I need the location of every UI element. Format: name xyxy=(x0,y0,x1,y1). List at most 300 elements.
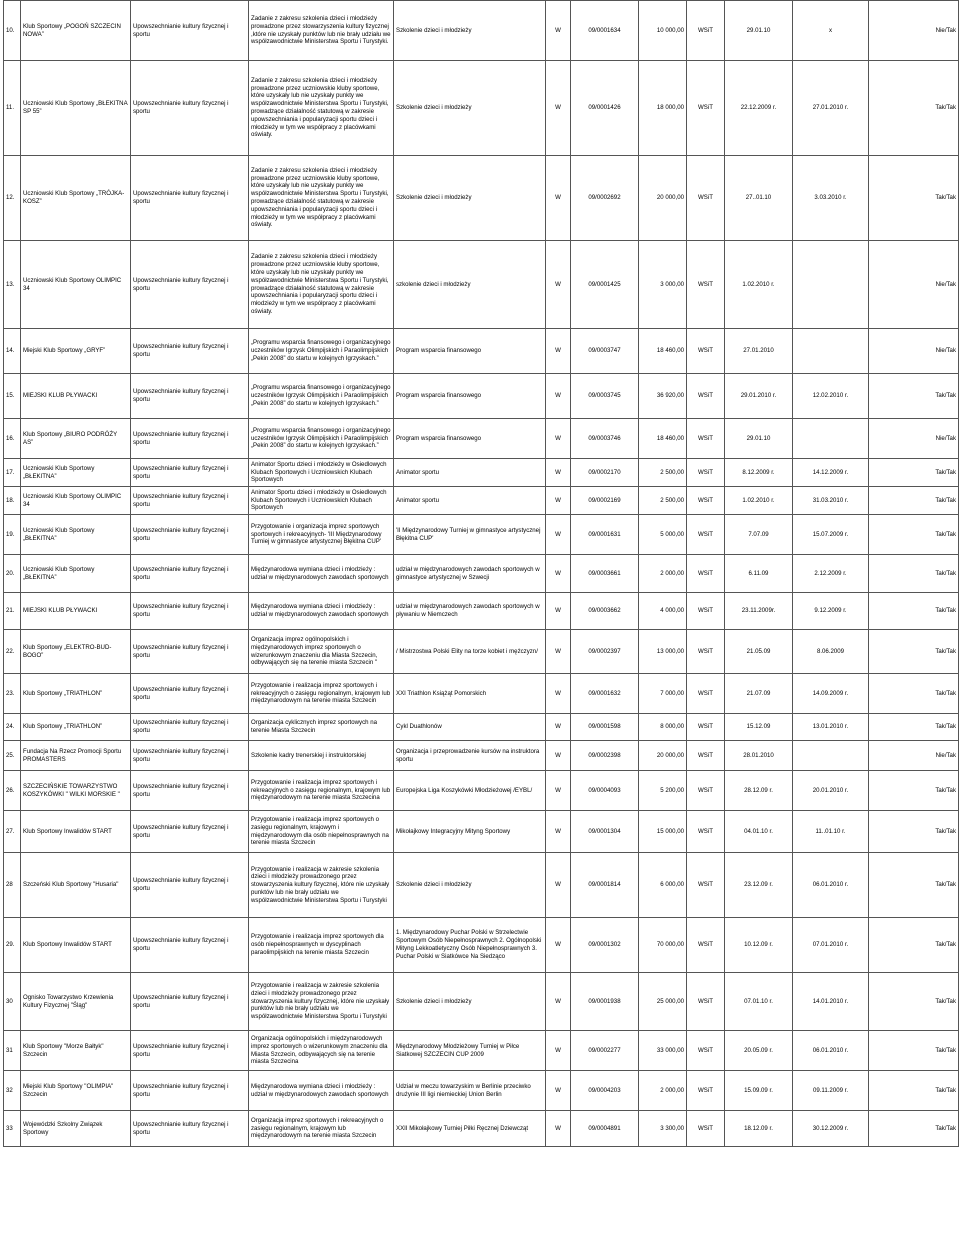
department: WSiT xyxy=(687,771,725,811)
row-number: 17. xyxy=(4,459,21,487)
date-start: 1.02.2010 r. xyxy=(725,241,793,329)
table-row xyxy=(4,1071,959,1111)
department: WSiT xyxy=(687,241,725,329)
task-description: Organizacja cyklicznych imprez sportowych na terenie Miasta Szczecin xyxy=(249,714,394,741)
table-row xyxy=(4,156,959,241)
organization-name: Uczniowski Klub Sportowy „BŁEKITNA SP 55” xyxy=(21,61,131,156)
contract-number: 09/0002169 xyxy=(571,487,639,515)
organization-name: Fundacja Na Rzecz Promocji Sportu PROMASTERS xyxy=(21,741,131,771)
organization-name: Klub Sportowy „BIURO PODRÓŻY AS” xyxy=(21,419,131,459)
row-number: 21. xyxy=(4,593,21,630)
task-description: Międzynarodowa wymiana dzieci i młodzieży : udział w międzynarodowych zawodach sportowych xyxy=(249,593,394,630)
date-end: 8.06.2009 xyxy=(793,630,869,674)
status-flag: Tak/Tak xyxy=(869,61,959,156)
type-code: W xyxy=(546,1071,571,1111)
department: WSiT xyxy=(687,487,725,515)
contract-number: 09/0004093 xyxy=(571,771,639,811)
department: WSiT xyxy=(687,329,725,374)
task-title: Szkolenie dzieci i młodzieży xyxy=(394,973,546,1031)
row-number: 12. xyxy=(4,156,21,241)
status-flag: Tak/Tak xyxy=(869,487,959,515)
task-title: Szkolenie dzieci i młodzieży xyxy=(394,853,546,918)
task-title: Szkolenie dzieci i młodzieży xyxy=(394,1,546,61)
task-title: Szkolenie dzieci i młodzieży xyxy=(394,61,546,156)
date-end: 11..01.10 r. xyxy=(793,811,869,853)
row-number: 33 xyxy=(4,1111,21,1147)
task-area: Upowszechnianie kultury fizycznej i sportu xyxy=(131,741,249,771)
date-start: 15.09.09 r. xyxy=(725,1071,793,1111)
date-start: 1.02.2010 r. xyxy=(725,487,793,515)
status-flag: Tak/Tak xyxy=(869,918,959,973)
grant-amount: 18 460,00 xyxy=(639,329,687,374)
contract-number: 09/0001632 xyxy=(571,674,639,714)
task-title: Program wsparcia finansowego xyxy=(394,374,546,419)
task-description: „Programu wsparcia finansowego i organizacyjnego uczestników Igrzysk Olimpijskich i Paraolimpijskich „Pekin 2008” do startu w kolejnych Igrzyskach.” xyxy=(249,329,394,374)
task-description: Przygotowanie i realizacja imprez sportowych i rekreacyjnych o zasięgu regionalnym, krajowym lub międzynarodowym na terenie miasta Szczecina xyxy=(249,771,394,811)
row-number: 13. xyxy=(4,241,21,329)
contract-number: 09/0001631 xyxy=(571,515,639,555)
table-row xyxy=(4,741,959,771)
task-area: Upowszechnianie kultury fizycznej i sportu xyxy=(131,61,249,156)
status-flag: Tak/Tak xyxy=(869,973,959,1031)
date-end: 31.03.2010 r. xyxy=(793,487,869,515)
department: WSiT xyxy=(687,973,725,1031)
status-flag: Tak/Tak xyxy=(869,1071,959,1111)
task-area: Upowszechnianie kultury fizycznej i sportu xyxy=(131,1031,249,1071)
row-number: 32 xyxy=(4,1071,21,1111)
task-description: Organizacja imprez ogólnopolskich i międzynarodowych imprez sportowych o wizerunkowym znaczeniu dla Miasta Szczecin, odbywających się na terenie miasta Szczecin " xyxy=(249,630,394,674)
table-body xyxy=(4,1,959,1147)
date-end: 07.01.2010 r. xyxy=(793,918,869,973)
organization-name: Klub Sportowy Inwalidów START xyxy=(21,918,131,973)
table-row xyxy=(4,555,959,593)
date-start: 29.01.2010 r. xyxy=(725,374,793,419)
type-code: W xyxy=(546,630,571,674)
task-title: / Mistrzostwa Polski Elity na torze kobiet i mężczyzn/ xyxy=(394,630,546,674)
type-code: W xyxy=(546,329,571,374)
grant-amount: 6 000,00 xyxy=(639,853,687,918)
task-description: Zadanie z zakresu szkolenia dzieci i młodzieży prowadzone przez uczniowskie kluby sportowe, które uzyskały lub nie uzyskały punkty we współzawodnictwie Ministerstwa Sportu i Turystyki, prowadzące działalność statutową w zakresie upowszechniania i popularyzacji sportu dzieci i młodzieży w tym we współpracy z placówkami oświaty. xyxy=(249,241,394,329)
type-code: W xyxy=(546,918,571,973)
task-title: Mikołajkowy Integracyjny Mityng Sportowy xyxy=(394,811,546,853)
row-number: 18. xyxy=(4,487,21,515)
organization-name: Uczniowski Klub Sportowy OLIMPIC 34 xyxy=(21,241,131,329)
task-title: Udział w meczu towarzyskim w Berlinie przeciwko drużynie III ligi niemieckiej Union Berlin xyxy=(394,1071,546,1111)
contract-number: 09/0002277 xyxy=(571,1031,639,1071)
type-code: W xyxy=(546,555,571,593)
date-start: 20.05.09 r. xyxy=(725,1031,793,1071)
task-area: Upowszechnianie kultury fizycznej i sportu xyxy=(131,241,249,329)
task-area: Upowszechnianie kultury fizycznej i sportu xyxy=(131,419,249,459)
date-start: 23.11.2009r. xyxy=(725,593,793,630)
status-flag: Tak/Tak xyxy=(869,1031,959,1071)
task-area: Upowszechnianie kultury fizycznej i sportu xyxy=(131,515,249,555)
grant-amount: 2 500,00 xyxy=(639,487,687,515)
date-end: 12.02.2010 r. xyxy=(793,374,869,419)
department: WSiT xyxy=(687,374,725,419)
task-area: Upowszechnianie kultury fizycznej i sportu xyxy=(131,918,249,973)
task-area: Upowszechnianie kultury fizycznej i sportu xyxy=(131,329,249,374)
task-area: Upowszechnianie kultury fizycznej i sportu xyxy=(131,487,249,515)
task-area: Upowszechnianie kultury fizycznej i sportu xyxy=(131,973,249,1031)
table-row xyxy=(4,241,959,329)
grant-amount: 13 000,00 xyxy=(639,630,687,674)
task-description: Przygotowanie i realizacja imprez sportowych i rekreacyjnych o zasięgu regionalnym, krajowym lub międzynarodowym na terenie miasta Szczecin xyxy=(249,674,394,714)
table-row xyxy=(4,487,959,515)
table-row xyxy=(4,714,959,741)
date-end: 27.01.2010 r. xyxy=(793,61,869,156)
task-area: Upowszechnianie kultury fizycznej i sportu xyxy=(131,156,249,241)
task-title: XXI Triathlon Książąt Pomorskich xyxy=(394,674,546,714)
table-row xyxy=(4,374,959,419)
task-description: „Programu wsparcia finansowego i organizacyjnego uczestników Igrzysk Olimpijskich i Paraolimpijskich „Pekin 2008” do startu w kolejnych Igrzyskach.” xyxy=(249,374,394,419)
organization-name: Klub Sportowy „TRIATHLON” xyxy=(21,714,131,741)
grant-amount: 25 000,00 xyxy=(639,973,687,1031)
date-start: 23.12.09 r. xyxy=(725,853,793,918)
table-row xyxy=(4,1031,959,1071)
type-code: W xyxy=(546,674,571,714)
department: WSiT xyxy=(687,1071,725,1111)
type-code: W xyxy=(546,1,571,61)
task-description: Organizacja imprez sportowych i rekreacyjnych o zasięgu regionalnym, krajowym lub międzynarodowym na terenie miasta Szczecin xyxy=(249,1111,394,1147)
grant-amount: 2 000,00 xyxy=(639,555,687,593)
contract-number: 09/0003746 xyxy=(571,419,639,459)
table-row xyxy=(4,674,959,714)
date-end: 14.01.2010 r. xyxy=(793,973,869,1031)
grant-amount: 8 000,00 xyxy=(639,714,687,741)
department: WSiT xyxy=(687,593,725,630)
contract-number: 09/0001426 xyxy=(571,61,639,156)
grant-amount: 15 000,00 xyxy=(639,811,687,853)
contract-number: 09/0001598 xyxy=(571,714,639,741)
date-start: 07.01.10 r. xyxy=(725,973,793,1031)
department: WSiT xyxy=(687,515,725,555)
task-area: Upowszechnianie kultury fizycznej i sportu xyxy=(131,674,249,714)
task-description: Przygotowanie i realizacja w zakresie szkolenia dzieci i młodzieży prowadzonego przez stowarzyszenia kultury fizycznej, które nie uzyskały punktów lub nie brały udziału we współzawodnictwie Ministerstwa Sportu i Turystyki xyxy=(249,853,394,918)
task-description: Organizacja ogólnopolskich i międzynarodowych imprez sportowych o wizerunkowym znaczeniu dla Miasta Szczecin, odbywających się na terenie miasta Szczecina xyxy=(249,1031,394,1071)
table-row xyxy=(4,419,959,459)
status-flag: Tak/Tak xyxy=(869,630,959,674)
organization-name: Uczniowski Klub Sportowy „BŁEKITNA” xyxy=(21,515,131,555)
grant-amount: 7 000,00 xyxy=(639,674,687,714)
task-title: Animator sportu xyxy=(394,487,546,515)
grant-amount: 20 000,00 xyxy=(639,741,687,771)
task-title: 'II Międzynarodowy Turniej w gimnastyce artystycznej Błękitna CUP' xyxy=(394,515,546,555)
contract-number: 09/0001634 xyxy=(571,1,639,61)
table-row xyxy=(4,329,959,374)
task-title: 1. Międzynarodowy Puchar Polski w Strzelectwie Sportowym Osób Niepełnosprawnych 2. Ogólnopolski Mityng Lekkoatletyczny Osób Niepełnosprawnych 3. Puchar Polski w Siatkówce Na Siedząco xyxy=(394,918,546,973)
task-title: XXII Mikołajkowy Turniej Piłki Ręcznej Dziewcząt xyxy=(394,1111,546,1147)
task-description: Przygotowanie i realizacja w zakresie szkolenia dzieci i młodzieży prowadzonego przez stowarzyszenia kultury fizycznej, które nie uzyskały punktów lub nie brały udziału we współzawodnictwie Ministerstwa Sportu i Turystyki xyxy=(249,973,394,1031)
type-code: W xyxy=(546,714,571,741)
organization-name: MIEJSKI KLUB PŁYWACKI xyxy=(21,374,131,419)
date-end xyxy=(793,329,869,374)
contract-number: 09/0002692 xyxy=(571,156,639,241)
date-start: 10.12.09 r. xyxy=(725,918,793,973)
task-area: Upowszechnianie kultury fizycznej i sportu xyxy=(131,714,249,741)
date-end: 3.03.2010 r. xyxy=(793,156,869,241)
department: WSiT xyxy=(687,811,725,853)
status-flag: Tak/Tak xyxy=(869,555,959,593)
department: WSiT xyxy=(687,630,725,674)
task-description: Zadanie z zakresu szkolenia dzieci i młodzieży prowadzone przez uczniowskie kluby sportowe, które uzyskały lub nie uzyskały punkty we współzawodnictwie Ministerstwa Sportu i Turystyki, prowadzące działalność statutową w zakresie upowszechniania i popularyzacji sportu dzieci i młodzieży w tym we współpracy z placówkami oświaty. xyxy=(249,61,394,156)
table-row xyxy=(4,771,959,811)
date-end: 06.01.2010 r. xyxy=(793,853,869,918)
organization-name: Klub Sportowy „POGOŃ SZCZECIN NOWA” xyxy=(21,1,131,61)
type-code: W xyxy=(546,61,571,156)
type-code: W xyxy=(546,487,571,515)
department: WSiT xyxy=(687,156,725,241)
grant-amount: 18 460,00 xyxy=(639,419,687,459)
date-start: 29.01.10 xyxy=(725,419,793,459)
table-row xyxy=(4,973,959,1031)
date-end: 9.12.2009 r. xyxy=(793,593,869,630)
row-number: 31 xyxy=(4,1031,21,1071)
row-number: 24. xyxy=(4,714,21,741)
row-number: 23. xyxy=(4,674,21,714)
grant-amount: 10 000,00 xyxy=(639,1,687,61)
department: WSiT xyxy=(687,1,725,61)
department: WSiT xyxy=(687,714,725,741)
grant-amount: 20 000,00 xyxy=(639,156,687,241)
status-flag: Tak/Tak xyxy=(869,593,959,630)
date-start: 15.12.09 xyxy=(725,714,793,741)
department: WSiT xyxy=(687,61,725,156)
department: WSiT xyxy=(687,853,725,918)
task-title: szkolenie dzieci i młodzieży xyxy=(394,241,546,329)
task-description: Międzynarodowa wymiana dzieci i młodzieży : udział w międzynarodowych zawodach sportowych xyxy=(249,555,394,593)
date-start: 21.07.09 xyxy=(725,674,793,714)
type-code: W xyxy=(546,1031,571,1071)
grant-amount: 4 000,00 xyxy=(639,593,687,630)
status-flag: Nie/Tak xyxy=(869,329,959,374)
task-description: Przygotowanie i realizacja imprez sportowych dla osób niepełnosprawnych w dyscyplinach paraolimpijskich na terenie miasta Szczecin xyxy=(249,918,394,973)
date-start: 7.07.09 xyxy=(725,515,793,555)
contract-number: 09/0003747 xyxy=(571,329,639,374)
type-code: W xyxy=(546,515,571,555)
type-code: W xyxy=(546,459,571,487)
task-title: Animator sportu xyxy=(394,459,546,487)
date-end: 20.01.2010 r. xyxy=(793,771,869,811)
contract-number: 09/0001814 xyxy=(571,853,639,918)
contract-number: 09/0003745 xyxy=(571,374,639,419)
date-start: 6.11.09 xyxy=(725,555,793,593)
row-number: 15. xyxy=(4,374,21,419)
contract-number: 09/0003662 xyxy=(571,593,639,630)
date-start: 27..01.10 xyxy=(725,156,793,241)
status-flag: Tak/Tak xyxy=(869,459,959,487)
date-end: 14.12.2009 r. xyxy=(793,459,869,487)
organization-name: Uczniowski Klub Sportowy „BŁEKITNA” xyxy=(21,459,131,487)
organization-name: Klub Sportowy „ELEKTRO-BUD-BOGO” xyxy=(21,630,131,674)
status-flag: Tak/Tak xyxy=(869,374,959,419)
table-row xyxy=(4,593,959,630)
table-row xyxy=(4,918,959,973)
status-flag: Nie/Tak xyxy=(869,419,959,459)
table-row xyxy=(4,811,959,853)
status-flag: Tak/Tak xyxy=(869,1111,959,1147)
status-flag: Tak/Tak xyxy=(869,771,959,811)
contract-number: 09/0002170 xyxy=(571,459,639,487)
table-row xyxy=(4,1111,959,1147)
type-code: W xyxy=(546,771,571,811)
department: WSiT xyxy=(687,419,725,459)
organization-name: Uczniowski Klub Sportowy „BŁEKITNA” xyxy=(21,555,131,593)
row-number: 30 xyxy=(4,973,21,1031)
organization-name: SZCZECIŃSKIE TOWARZYSTWO KOSZYKÓWKI " WILKI MORSKIE " xyxy=(21,771,131,811)
task-area: Upowszechnianie kultury fizycznej i sportu xyxy=(131,771,249,811)
task-title: Program wsparcia finansowego xyxy=(394,419,546,459)
department: WSiT xyxy=(687,459,725,487)
date-end: 06.01.2010 r. xyxy=(793,1031,869,1071)
task-title: Organizacja i przeprowadzenie kursów na instruktora sportu xyxy=(394,741,546,771)
row-number: 25. xyxy=(4,741,21,771)
grant-amount: 3 000,00 xyxy=(639,241,687,329)
task-title: Międzynarodowy Młodzieżowy Turniej w Piłce Siatkowej SZCZECIN CUP 2009 xyxy=(394,1031,546,1071)
grant-amount: 2 500,00 xyxy=(639,459,687,487)
contract-number: 09/0001302 xyxy=(571,918,639,973)
status-flag: Tak/Tak xyxy=(869,515,959,555)
task-description: Animator Sportu dzieci i młodzieży w Osiedlowych Klubach Sportowych i Uczniowskich Klubach Sportowych xyxy=(249,487,394,515)
contract-number: 09/0004891 xyxy=(571,1111,639,1147)
grant-amount: 3 300,00 xyxy=(639,1111,687,1147)
grant-amount: 18 000,00 xyxy=(639,61,687,156)
task-description: Animator Sportu dzieci i młodzieży w Osiedlowych Klubach Sportowych i Uczniowskich Klubach Sportowych xyxy=(249,459,394,487)
table-row xyxy=(4,459,959,487)
row-number: 10. xyxy=(4,1,21,61)
row-number: 22. xyxy=(4,630,21,674)
row-number: 20. xyxy=(4,555,21,593)
date-end xyxy=(793,419,869,459)
contract-number: 09/0001304 xyxy=(571,811,639,853)
table-row xyxy=(4,515,959,555)
department: WSiT xyxy=(687,741,725,771)
status-flag: Tak/Tak xyxy=(869,674,959,714)
task-description: Przygotowanie i organizacja imprez sportowych sportowych i rekreacyjnych- 'III Międzynarodowy Turniej w gimnastyce artystycznej Błękitna CUP' xyxy=(249,515,394,555)
contract-number: 09/0004203 xyxy=(571,1071,639,1111)
grant-amount: 5 000,00 xyxy=(639,515,687,555)
organization-name: Klub Sportowy "Morze Bałtyk" Szczecin xyxy=(21,1031,131,1071)
type-code: W xyxy=(546,419,571,459)
task-title: Europejska Liga Koszykówki Młodzieżowej /EYBL/ xyxy=(394,771,546,811)
contract-number: 09/0001425 xyxy=(571,241,639,329)
grant-amount: 2 000,00 xyxy=(639,1071,687,1111)
organization-name: Uczniowski Klub Sportowy OLIMPIC 34 xyxy=(21,487,131,515)
row-number: 11. xyxy=(4,61,21,156)
task-area: Upowszechnianie kultury fizycznej i sportu xyxy=(131,1071,249,1111)
task-area: Upowszechnianie kultury fizycznej i sportu xyxy=(131,1111,249,1147)
type-code: W xyxy=(546,593,571,630)
task-area: Upowszechnianie kultury fizycznej i sportu xyxy=(131,593,249,630)
status-flag: Tak/Tak xyxy=(869,811,959,853)
date-start: 04.01.10 r. xyxy=(725,811,793,853)
date-end: 30.12.2009 r. xyxy=(793,1111,869,1147)
row-number: 27. xyxy=(4,811,21,853)
organization-name: Szczeński Klub Sportowy "Husaria" xyxy=(21,853,131,918)
status-flag: Tak/Tak xyxy=(869,156,959,241)
task-area: Upowszechnianie kultury fizycznej i sportu xyxy=(131,630,249,674)
date-end xyxy=(793,241,869,329)
date-end: 15.07.2009 r. xyxy=(793,515,869,555)
grants-table xyxy=(3,0,959,1147)
table-row xyxy=(4,853,959,918)
type-code: W xyxy=(546,156,571,241)
date-end: 14.09.2009 r. xyxy=(793,674,869,714)
contract-number: 09/0002397 xyxy=(571,630,639,674)
task-title: Cykl Duathlonów xyxy=(394,714,546,741)
status-flag: Nie/Tak xyxy=(869,1,959,61)
type-code: W xyxy=(546,853,571,918)
task-description: Zadanie z zakresu szkolenia dzieci i młodzieży prowadzone przez stowarzyszenia kultury fizycznej ,które nie uzyskały punktów lub nie brały udziału we współzawodnictwie Ministerstwa Sportu i Turystyki. xyxy=(249,1,394,61)
task-description: Międzynarodowa wymiana dzieci i młodzieży : udział w międzynarodowych zawodach sportowych xyxy=(249,1071,394,1111)
table-row xyxy=(4,630,959,674)
task-area: Upowszechnianie kultury fizycznej i sportu xyxy=(131,853,249,918)
date-end: 13.01.2010 r. xyxy=(793,714,869,741)
grant-amount: 36 920,00 xyxy=(639,374,687,419)
date-end: x xyxy=(793,1,869,61)
organization-name: Klub Sportowy Inwalidów START xyxy=(21,811,131,853)
row-number: 26. xyxy=(4,771,21,811)
table-row xyxy=(4,61,959,156)
organization-name: Wojewódzki Szkolny Związek Sportowy xyxy=(21,1111,131,1147)
row-number: 14. xyxy=(4,329,21,374)
task-title: udział w międzynarodowych zawodach sportowych w pływaniu w Niemczech xyxy=(394,593,546,630)
task-description: Przygotowanie i realizacja imprez sportowych o zasięgu regionalnym, krajowym i międzynarodowym dla osób niepełnosprawnych na terenie miasta Szczecin xyxy=(249,811,394,853)
row-number: 29. xyxy=(4,918,21,973)
task-area: Upowszechnianie kultury fizycznej i sportu xyxy=(131,374,249,419)
department: WSiT xyxy=(687,918,725,973)
table-row xyxy=(4,1,959,61)
contract-number: 09/0003661 xyxy=(571,555,639,593)
organization-name: Miejski Klub Sportowy „GRYF” xyxy=(21,329,131,374)
date-end: 09.11.2009 r. xyxy=(793,1071,869,1111)
task-description: „Programu wsparcia finansowego i organizacyjnego uczestników Igrzysk Olimpijskich i Paraolimpijskich „Pekin 2008” do startu w kolejnych Igrzyskach.” xyxy=(249,419,394,459)
task-title: Szkolenie dzieci i młodzieży xyxy=(394,156,546,241)
grant-amount: 5 200,00 xyxy=(639,771,687,811)
date-start: 28.01.2010 xyxy=(725,741,793,771)
organization-name: Ognisko Towarzystwo Krzewienia Kultury Fizycznej "Śląg" xyxy=(21,973,131,1031)
department: WSiT xyxy=(687,1031,725,1071)
grant-amount: 33 000,00 xyxy=(639,1031,687,1071)
task-title: udział w międzynarodowych zawodach sportowych w gimnastyce artystycznej w Szwecji xyxy=(394,555,546,593)
grant-amount: 70 000,00 xyxy=(639,918,687,973)
organization-name: Uczniowski Klub Sportowy „TRÓJKA-KOSZ” xyxy=(21,156,131,241)
task-area: Upowszechnianie kultury fizycznej i sportu xyxy=(131,811,249,853)
contract-number: 09/0001938 xyxy=(571,973,639,1031)
status-flag: Nie/Tak xyxy=(869,741,959,771)
status-flag: Nie/Tak xyxy=(869,241,959,329)
department: WSiT xyxy=(687,1111,725,1147)
type-code: W xyxy=(546,741,571,771)
type-code: W xyxy=(546,1111,571,1147)
task-area: Upowszechnianie kultury fizycznej i sportu xyxy=(131,459,249,487)
date-start: 27.01.2010 xyxy=(725,329,793,374)
type-code: W xyxy=(546,811,571,853)
date-start: 28.12.09 r. xyxy=(725,771,793,811)
task-title: Program wsparcia finansowego xyxy=(394,329,546,374)
row-number: 28 xyxy=(4,853,21,918)
date-end: 2.12.2009 r. xyxy=(793,555,869,593)
status-flag: Tak/Tak xyxy=(869,714,959,741)
status-flag: Tak/Tak xyxy=(869,853,959,918)
task-description: Zadanie z zakresu szkolenia dzieci i młodzieży prowadzone przez uczniowskie kluby sportowe, które uzyskały lub nie uzyskały punkty we współzawodnictwie Ministerstwa Sportu i Turystyki, prowadzące działalność statutową w zakresie upowszechniania i popularyzacji sportu dzieci i młodzieży w tym we współpracy z placówkami oświaty. xyxy=(249,156,394,241)
date-start: 18.12.09 r. xyxy=(725,1111,793,1147)
organization-name: MIEJSKI KLUB PŁYWACKI xyxy=(21,593,131,630)
department: WSiT xyxy=(687,674,725,714)
date-start: 8.12.2009 r. xyxy=(725,459,793,487)
date-start: 21.05.09 xyxy=(725,630,793,674)
type-code: W xyxy=(546,973,571,1031)
